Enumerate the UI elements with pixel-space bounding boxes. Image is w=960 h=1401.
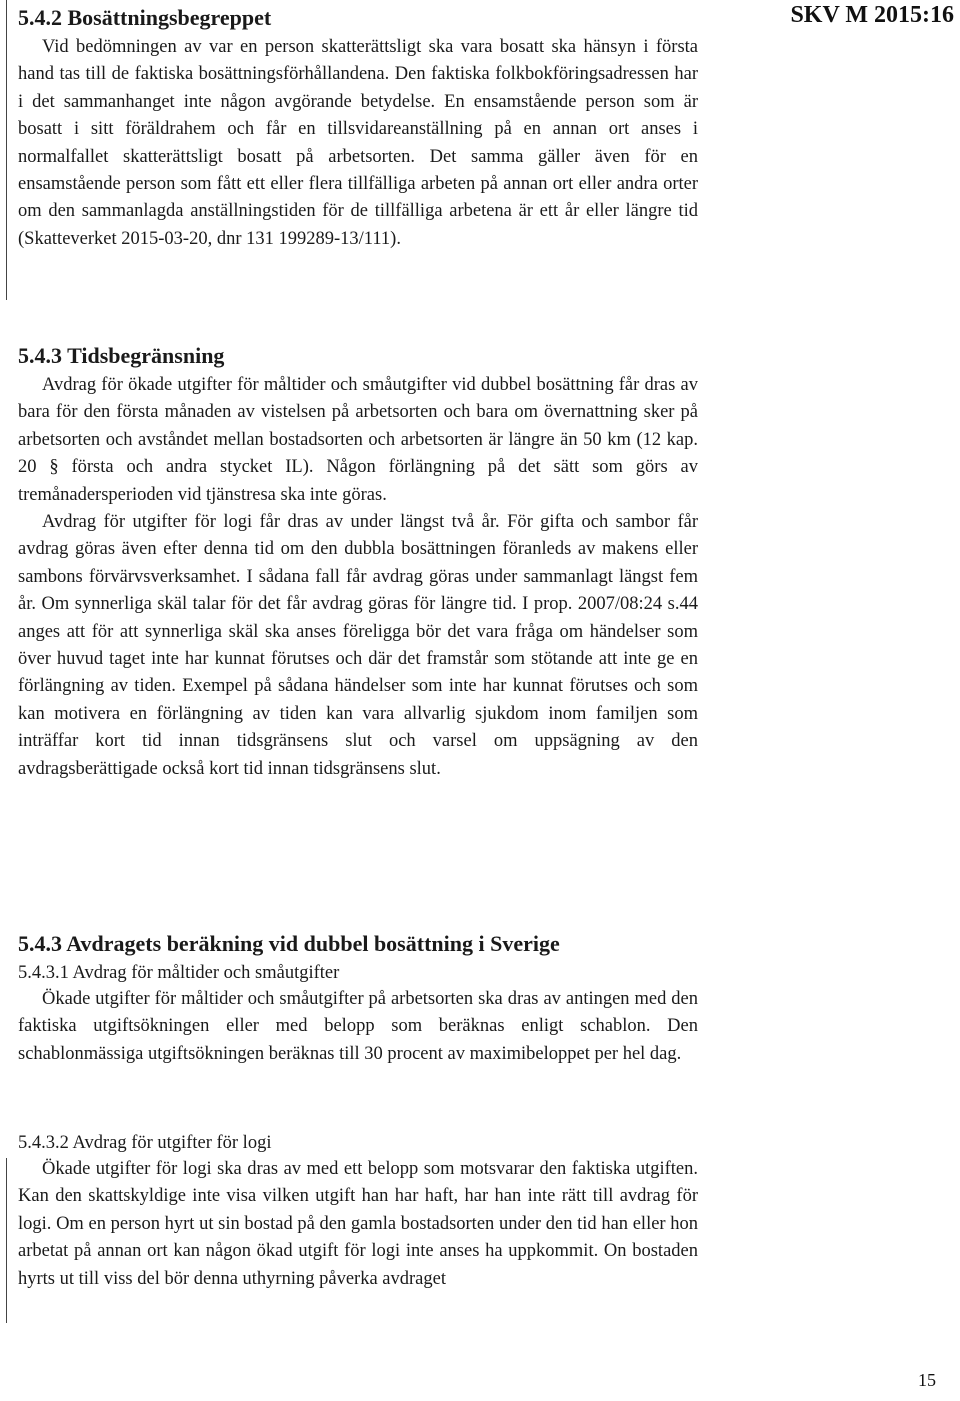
section-bosattningsbegreppet xyxy=(18,2,698,253)
page-number: 15 xyxy=(918,1370,936,1390)
paragraph: Avdrag för ökade utgifter för måltider och småutgifter vid dubbel bosättning får dras av bara för den första månaden av vistelsen på arbetsorten och bara om övernattning sker på arbetsorten och avståndet mellan bostadsorten och arbetsorten är längre än 50 km (12 kap. 20 § första och andra stycket IL). Någon förlängning på det sätt som görs av tremånadersperioden vid tjänstresa ska inte göras. xyxy=(18,375,698,505)
section-heading: 5.4.2 Bosättningsbegreppet xyxy=(18,5,272,30)
margin-change-bar xyxy=(6,0,7,300)
paragraph: Ökade utgifter för måltider och småutgifter på arbetsorten ska dras av antingen med den faktiska utgiftsökningen eller med belopp som beräknas enligt schablon. Den schablonmässiga utgiftsökningen beräknas till 30 procent av maximibeloppet per hel dag. xyxy=(18,989,698,1064)
document-code: SKV M 2015:16 xyxy=(790,2,954,28)
subsection-heading: 5.4.3.1 Avdrag för måltider och småutgifter xyxy=(18,963,340,983)
section-avdragets-berakning xyxy=(18,928,698,1068)
section-tidsbegransning xyxy=(18,340,698,783)
subsection-logi xyxy=(18,1130,698,1293)
margin-change-bar xyxy=(6,1158,7,1323)
paragraph: Vid bedömningen av var en person skatterättsligt ska vara bosatt ska hänsyn i första hand tas till de faktiska bosättningsförhållandena. Den faktiska folkbokföringsadressen har i det sammanhanget inte någon avgörande betydelse. En ensamstående person som är bosatt i sitt föräldrahem och får en tillsvidareanställning på en annan ort anses i normalfallet skatterättsligt bosatt på arbetsorten. Det samma gäller även för en ensamstående person som fått ett eller flera tillfälliga arbeten på annan ort eller andra orter om den sammanlagda anställningstiden för de tillfälliga arbetena är ett år eller längre tid (Skatteverket 2015-03-20, dnr 131 199289-13/111). xyxy=(18,37,698,249)
paragraph: Avdrag för utgifter för logi får dras av under längst två år. För gifta och sambor får avdrag göras även efter denna tid om den dubbla bosättningen föranleds av makens eller sambons förvärvsverksamhet. I sådana fall får avdrag göras under sammanlagt längst fem år. Om synnerliga skäl talar för det får avdrag göras för längre tid. I prop. 2007/08:24 s.44 anges att för att synnerliga skäl ska anses föreligga bör det vara fråga om händelser som över huvud taget inte har kunnat förutses och där det framstår som stötande att inte ge en förlängning av tiden. Exempel på sådana händelser som inte har kunnat förutses och som kan motivera en förlängning av tiden kan vara allvarlig sjukdom inom familjen som inträffar kort tid innan tidsgränsens slut och varsel om uppsägning av den avdragsberättigade också kort tid innan tidsgränsens slut. xyxy=(18,512,698,779)
paragraph: Ökade utgifter för logi ska dras av med ett belopp som motsvarar den faktiska utgiften. Kan den skattskyldige inte visa vilken utgift han har haft, har han inte rätt till avdrag för logi. Om en person hyrt ut sin bostad på den gamla bostadsorten under den tid han eller hon arbetat på annan ort kan någon ökad utgift för logi inte anses ha uppkommit. On bostaden hyrts ut till viss del bör denna uthyrning påverka avdraget xyxy=(18,1159,698,1289)
section-heading: 5.4.3 Tidsbegränsning xyxy=(18,343,225,368)
section-heading: 5.4.3 Avdragets beräkning vid dubbel bosättning i Sverige xyxy=(18,931,560,956)
subsection-heading: 5.4.3.2 Avdrag för utgifter för logi xyxy=(18,1133,272,1153)
